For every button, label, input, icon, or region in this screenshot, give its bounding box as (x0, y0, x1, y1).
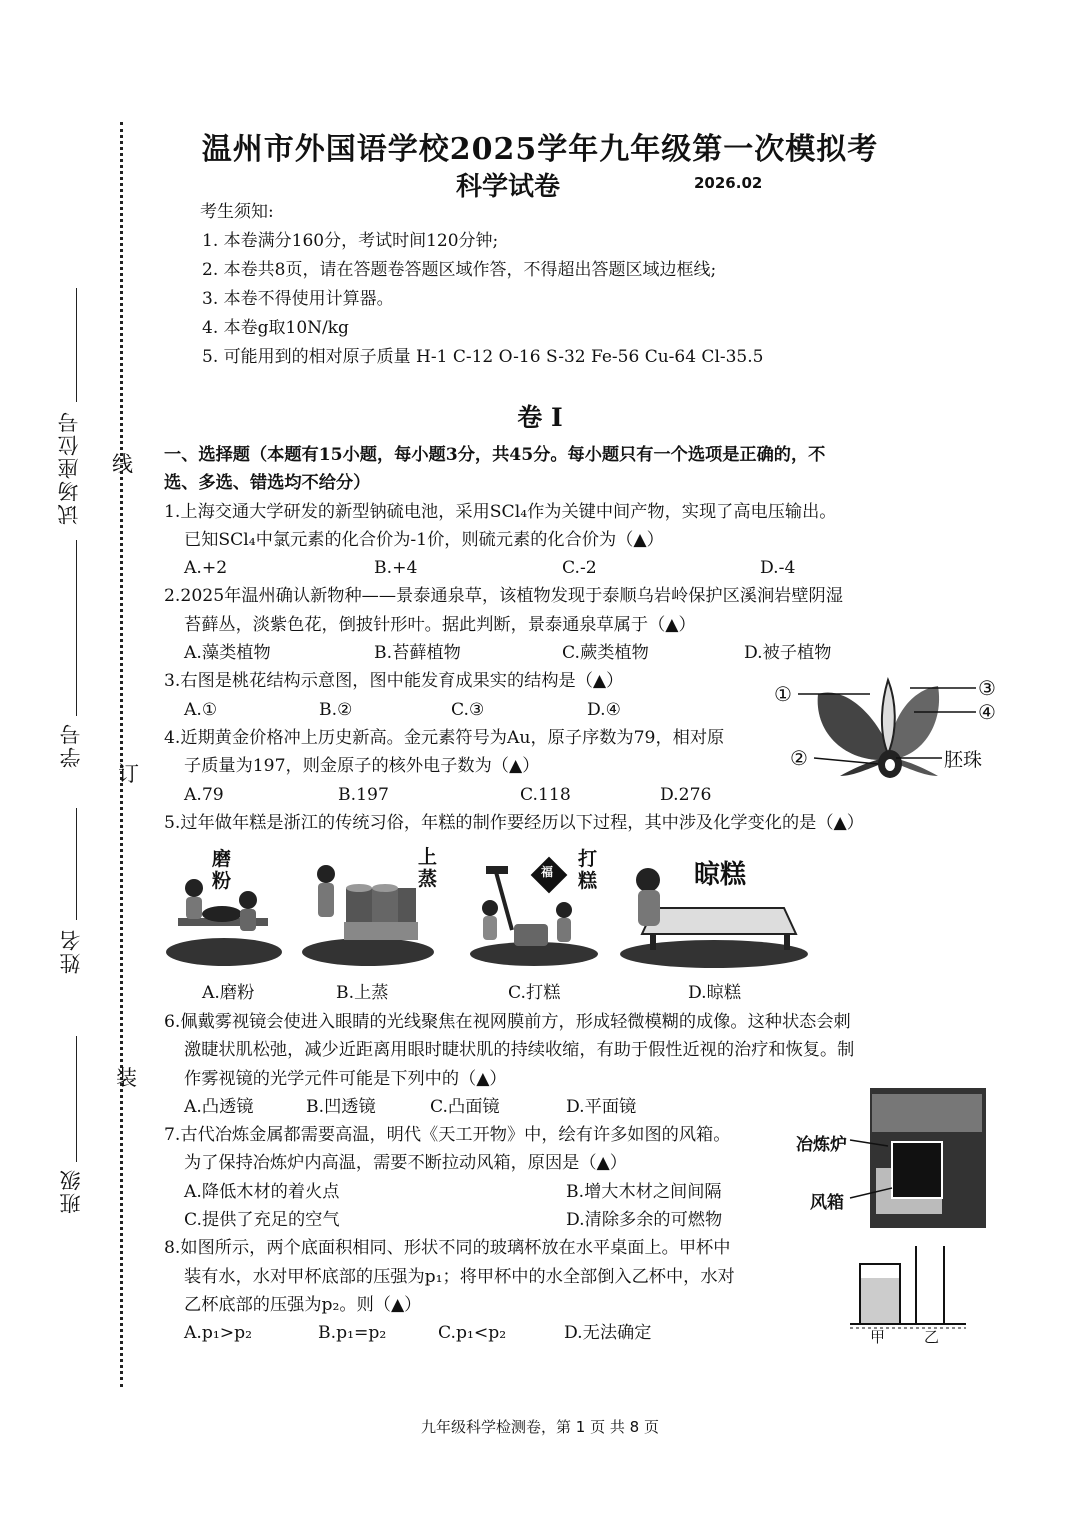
q6-option-b[interactable]: B.凹透镜 (306, 1096, 376, 1117)
note-item: 2. 本卷共8页，请在答题卷答题区域作答，不得超出答题区域边框线; (202, 260, 717, 280)
q6-option-c[interactable]: C.凸面镜 (430, 1096, 500, 1117)
q4-option-a[interactable]: A.79 (184, 784, 224, 805)
q1-options (164, 554, 924, 582)
q8-stem: 乙杯底部的压强为p₂。则（▲） (184, 1294, 422, 1315)
peach-flower-diagram (774, 672, 1010, 792)
q5-image-a (164, 848, 286, 968)
q1-stem: 已知SCl₄中氯元素的化合价为-1价，则硫元素的化合价为（▲） (184, 529, 664, 550)
note-item: 1. 本卷满分160分，考试时间120分钟; (202, 231, 499, 251)
q8-options (164, 1319, 924, 1347)
q1-option-d[interactable]: D.-4 (760, 558, 796, 579)
q5-caption-d: 晾糕 (694, 860, 747, 890)
section-intro-line: 选、多选、错选均不给分） (164, 473, 371, 494)
seat-number-label: 试场座位号 (57, 410, 81, 525)
q7-bellows-figure (792, 1088, 986, 1228)
q2-options (164, 639, 924, 667)
section-intro-line: 一、选择题（本题有15小题，每小题3分，共45分。每小题只有一个选项是正确的，不 (164, 445, 826, 465)
flower-label-2: ② (790, 746, 808, 770)
q7-stem: 7.古代冶炼金属都需要高温，明代《天工开物》中，绘有许多如图的风箱。 (164, 1125, 731, 1146)
note-item: 4. 本卷g取10N/kg (202, 318, 349, 338)
q5-image-d (614, 850, 810, 968)
exam-title: 温州市外国语学校2025学年九年级第一次模拟考 (201, 132, 879, 167)
student-number-blank[interactable] (76, 540, 77, 716)
q1-stem: 1.上海交通大学研发的新型钠硫电池，采用SCl₄作为关键中间产物，实现了高电压输出。 (164, 501, 837, 522)
binding-char-line: 线 (112, 452, 133, 476)
q7-option-c[interactable]: C.提供了充足的空气 (184, 1210, 340, 1231)
q4-option-c[interactable]: C.118 (520, 784, 571, 805)
candidate-notes (200, 198, 763, 372)
q6-stem: 激睫状肌松弛，减少近距离用眼时睫状肌的持续收缩，有助于假性近视的治疗和恢复。制 (184, 1040, 855, 1061)
q5-options (202, 979, 741, 1007)
q8-option-c[interactable]: C.p₁<p₂ (438, 1323, 507, 1344)
seat-number-blank[interactable] (76, 288, 77, 402)
name-label: 姓名 (59, 928, 83, 974)
q7-option-a[interactable]: A.降低木材的着火点 (184, 1181, 340, 1202)
q1-option-c[interactable]: C.-2 (562, 558, 597, 579)
q5-option-a[interactable]: A.磨粉 (202, 983, 255, 1003)
flower-label-3: ③ (978, 676, 996, 700)
q5-image-b (300, 846, 440, 968)
exam-subtitle: 科学试卷 (456, 172, 561, 202)
note-item: 3. 本卷不得使用计算器。 (202, 289, 394, 309)
q4-option-b[interactable]: B.197 (338, 784, 389, 805)
q8-option-d[interactable]: D.无法确定 (564, 1323, 652, 1344)
q5-option-b[interactable]: B.上蒸 (336, 983, 389, 1003)
q6-option-a[interactable]: A.凸透镜 (184, 1096, 254, 1117)
q6-option-d[interactable]: D.平面镜 (566, 1096, 637, 1117)
binding-dotted-line (120, 122, 123, 1387)
bellows-label: 风箱 (810, 1193, 844, 1213)
q2-stem: 苔藓丛，淡紫色花，倒披针形叶。据此判断，景泰通泉草属于（▲） (184, 614, 696, 635)
q5-stem: 5.过年做年糕是浙江的传统习俗，年糕的制作要经历以下过程，其中涉及化学变化的是（▲） (164, 812, 864, 833)
furnace-label: 冶炼炉 (796, 1135, 847, 1155)
binding-char-ding: 订 (118, 762, 139, 786)
q6-stem: 6.佩戴雾视镜会使进入眼睛的光线聚焦在视网膜前方，形成轻微模糊的成像。这种状态会刺 (164, 1012, 851, 1032)
class-label: 班级 (59, 1168, 83, 1214)
q5-option-c[interactable]: C.打糕 (508, 983, 561, 1003)
q5-caption-fu: 福 (541, 865, 554, 879)
q2-stem: 2.2025年温州确认新物种——景泰通泉草，该植物发现于泰顺乌岩岭保护区溪涧岩壁阴湿 (164, 586, 843, 607)
q4-option-d[interactable]: D.276 (660, 784, 712, 805)
binding-char-zhuang: 装 (116, 1066, 137, 1090)
q2-option-b[interactable]: B.苔藓植物 (374, 643, 461, 664)
flower-label-4: ④ (978, 700, 996, 724)
cup-label-yi: 乙 (924, 1328, 940, 1346)
q3-option-b[interactable]: B.② (319, 699, 353, 720)
q2-option-d[interactable]: D.被子植物 (744, 643, 832, 664)
glass-cups-diagram (848, 1240, 968, 1346)
q3-option-d[interactable]: D.④ (587, 699, 622, 720)
q2-option-a[interactable]: A.藻类植物 (184, 643, 271, 664)
q5-caption-b: 上蒸 (418, 846, 438, 890)
q3-stem: 3.右图是桃花结构示意图，图中能发育成果实的结构是（▲） (164, 671, 624, 692)
q1-option-b[interactable]: B.+4 (374, 558, 418, 579)
exam-date: 2026.02 (694, 174, 763, 192)
class-blank[interactable] (76, 1036, 77, 1162)
q5-option-d[interactable]: D.晾糕 (688, 983, 742, 1003)
q7-option-b[interactable]: B.增大木材之间间隔 (566, 1181, 722, 1202)
q6-stem: 作雾视镜的光学元件可能是下列中的（▲） (184, 1068, 507, 1089)
q8-option-a[interactable]: A.p₁>p₂ (184, 1323, 253, 1344)
flower-label-1: ① (774, 682, 792, 706)
note-item: 5. 可能用到的相对原子质量 H-1 C-12 O-16 S-32 Fe-56 Cu-64 Cl-35.5 (202, 347, 764, 367)
notes-heading: 考生须知: (200, 202, 274, 222)
student-number-label: 学号 (59, 722, 83, 768)
name-blank[interactable] (76, 808, 77, 920)
q3-flower-figure (774, 672, 1010, 792)
q8-cups-figure (848, 1240, 968, 1346)
cup-label-jia: 甲 (870, 1328, 886, 1346)
section-title: 卷 I (517, 403, 563, 432)
q4-stem: 4.近期黄金价格冲上历史新高。金元素符号为Au，原子序数为79，相对原 (164, 727, 725, 748)
q8-option-b[interactable]: B.p₁=p₂ (318, 1323, 387, 1344)
q3-option-c[interactable]: C.③ (451, 699, 485, 720)
q8-stem: 装有水，水对甲杯底部的压强为p₁；将甲杯中的水全部倒入乙杯中，水对 (184, 1266, 735, 1287)
q4-stem: 子质量为197，则金原子的核外电子数为（▲） (184, 756, 540, 777)
page-footer: 九年级科学检测卷，第 1 页 共 8 页 (421, 1418, 659, 1436)
q7-stem: 为了保持冶炼炉内高温，需要不断拉动风箱，原因是（▲） (184, 1153, 627, 1174)
flower-label-ovule: 胚珠 (944, 749, 983, 771)
q3-option-a[interactable]: A.① (184, 699, 218, 720)
q5-image-c (466, 848, 606, 968)
q2-option-c[interactable]: C.蕨类植物 (562, 643, 649, 664)
q5-caption-c: 打糕 (578, 848, 598, 892)
q1-option-a[interactable]: A.+2 (184, 558, 228, 579)
q5-caption-a: 磨粉 (212, 848, 232, 892)
q8-stem: 8.如图所示，两个底面积相同、形状不同的玻璃杯放在水平桌面上。甲杯中 (164, 1238, 731, 1259)
q7-option-d[interactable]: D.清除多余的可燃物 (566, 1210, 723, 1231)
